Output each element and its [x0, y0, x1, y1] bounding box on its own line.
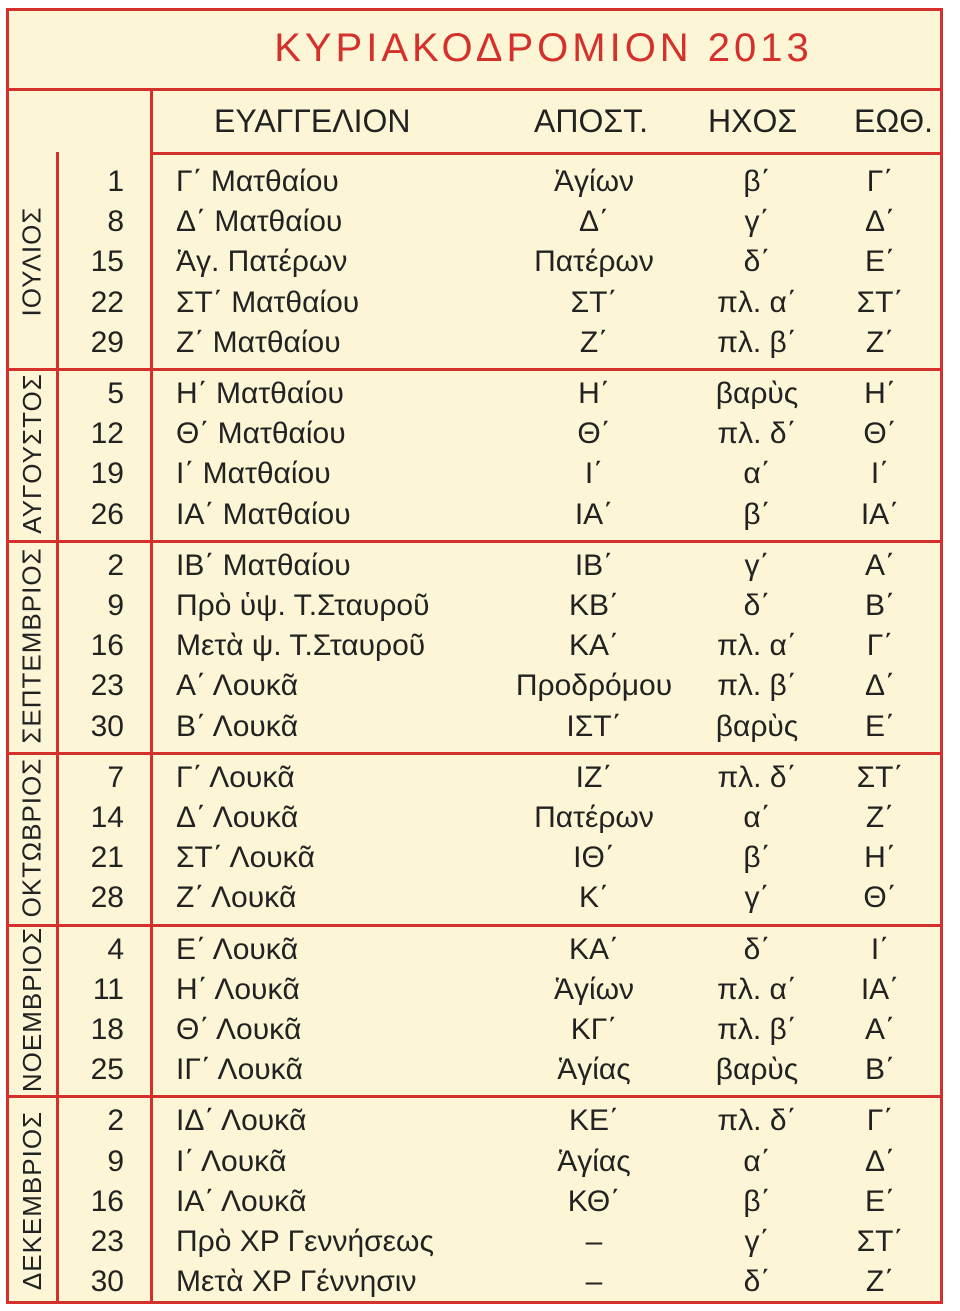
cell-day: 8 — [107, 205, 124, 239]
cell-gospel: Μετὰ ψ. Τ.Σταυροῦ — [176, 629, 426, 663]
cell-eothinon: Β΄ — [865, 589, 895, 622]
month-label: ΟΚΤΩΒΡΙΟΣ — [16, 757, 47, 917]
cell-gospel: ΙΓ΄ Λουκᾶ — [176, 1053, 304, 1087]
cell-echos: β΄ — [743, 1184, 771, 1218]
cell-apostle: Κ΄ — [579, 881, 609, 915]
cell-day: 30 — [90, 1265, 124, 1299]
cell-gospel: Θ΄ Λουκᾶ — [176, 1013, 302, 1046]
cell-day: 2 — [107, 1104, 124, 1138]
cell-eothinon: Γ΄ — [866, 1104, 894, 1138]
cell-apostle: Πατέρων — [534, 245, 654, 279]
cell-echos: πλ. α΄ — [717, 285, 797, 319]
cell-eothinon: Δ΄ — [864, 669, 896, 703]
cell-echos: πλ. α΄ — [717, 629, 797, 663]
header-echos: ΗΧΟΣ — [708, 103, 798, 139]
month-divider — [6, 540, 943, 543]
month-divider — [6, 924, 943, 927]
cell-echos: δ΄ — [743, 1265, 771, 1299]
cell-apostle: ΚΑ΄ — [568, 629, 619, 663]
cell-apostle: ΚΓ΄ — [570, 1013, 618, 1046]
cell-gospel: Ι΄ Λουκᾶ — [176, 1144, 287, 1178]
cell-echos: β΄ — [743, 497, 771, 531]
cell-echos: πλ. δ΄ — [717, 417, 797, 451]
cell-echos: β΄ — [743, 165, 771, 198]
cell-day: 9 — [107, 1144, 124, 1178]
cell-eothinon: Δ΄ — [864, 205, 896, 239]
page-title: ΚΥΡΙΑΚΟΔΡΟΜΙΟΝ 2013 — [274, 26, 813, 70]
cell-eothinon: ΣΤ΄ — [856, 1225, 904, 1258]
cell-day: 15 — [90, 245, 124, 279]
cell-echos: πλ. β΄ — [717, 325, 797, 359]
cell-day: 16 — [90, 629, 124, 663]
cell-eothinon: Ζ΄ — [865, 1265, 895, 1299]
cell-echos: γ΄ — [744, 1225, 770, 1258]
cell-day: 5 — [107, 377, 124, 410]
cell-eothinon: Η΄ — [864, 841, 896, 875]
cell-eothinon: Ζ΄ — [865, 801, 895, 834]
month-divider — [6, 368, 943, 371]
cell-day: 2 — [107, 548, 124, 582]
cell-apostle: ΣΤ΄ — [570, 285, 618, 319]
cell-gospel: ΙΑ΄ Λουκᾶ — [176, 1184, 307, 1218]
cell-eothinon: ΣΤ΄ — [856, 760, 904, 794]
cell-apostle: Ἁγίας — [557, 1144, 631, 1178]
cell-apostle: Ἁγίων — [553, 165, 635, 198]
cell-apostle: Η΄ — [578, 377, 610, 410]
cell-day: 22 — [90, 285, 124, 319]
cell-gospel: Η΄ Ματθαίου — [176, 377, 344, 410]
cell-echos: βαρὺς — [715, 709, 799, 743]
month-label: ΝΟΕΜΒΡΙΟΣ — [16, 926, 47, 1092]
cell-echos: β΄ — [743, 841, 771, 875]
cell-echos: βαρὺς — [715, 1053, 799, 1087]
month-label: ΣΕΠΤΕΜΒΡΙΟΣ — [16, 547, 47, 744]
cell-day: 19 — [90, 457, 124, 491]
cell-eothinon: Ε΄ — [865, 1184, 895, 1218]
cell-eothinon: Ε΄ — [865, 709, 895, 743]
cell-apostle: Προδρόμου — [515, 669, 673, 703]
cell-echos: βαρὺς — [715, 377, 799, 410]
cell-eothinon: Θ΄ — [863, 417, 897, 451]
cell-echos: δ΄ — [743, 245, 771, 279]
cell-day: 1 — [107, 165, 124, 198]
cell-apostle: – — [585, 1265, 603, 1299]
month-label: ΙΟΥΛΙΟΣ — [16, 206, 47, 317]
month-column-divider — [56, 152, 59, 1304]
cell-apostle: Ζ΄ — [579, 325, 609, 359]
cell-day: 11 — [92, 972, 124, 1006]
cell-echos: γ΄ — [744, 205, 770, 239]
cell-echos: α΄ — [743, 1144, 771, 1178]
cell-day: 23 — [90, 1225, 124, 1258]
cell-apostle: Ἁγίων — [553, 972, 635, 1006]
cell-echos: δ΄ — [743, 589, 771, 622]
cell-gospel: ΙΔ΄ Λουκᾶ — [176, 1104, 307, 1138]
cell-eothinon: ΙΑ΄ — [860, 497, 900, 531]
cell-day: 29 — [90, 325, 124, 359]
cell-eothinon: ΣΤ΄ — [856, 285, 904, 319]
cell-eothinon: Β΄ — [865, 1053, 895, 1087]
cell-day: 25 — [90, 1053, 124, 1087]
cell-echos: πλ. β΄ — [717, 669, 797, 703]
cell-echos: πλ. β΄ — [717, 1013, 797, 1046]
cell-gospel: Πρὸ ΧΡ Γεννήσεως — [176, 1225, 434, 1258]
cell-gospel: ΣΤ΄ Λουκᾶ — [176, 841, 316, 875]
cell-echos: γ΄ — [744, 548, 770, 582]
month-divider — [6, 752, 943, 755]
cell-gospel: Γ΄ Λουκᾶ — [176, 760, 295, 794]
cell-apostle: Θ΄ — [577, 417, 611, 451]
cell-gospel: Δ΄ Ματθαίου — [176, 205, 343, 239]
title-divider — [6, 88, 943, 91]
cell-gospel: ΙΒ΄ Ματθαίου — [176, 548, 351, 582]
cell-eothinon: ΙΑ΄ — [860, 972, 900, 1006]
cell-gospel: Θ΄ Ματθαίου — [176, 417, 346, 451]
cell-echos: α΄ — [743, 801, 771, 834]
cell-eothinon: Α΄ — [865, 548, 895, 582]
cell-gospel: ΣΤ΄ Ματθαίου — [176, 285, 360, 319]
cell-day: 18 — [90, 1013, 124, 1046]
cell-apostle: ΚΑ΄ — [568, 932, 619, 966]
cell-day: 14 — [90, 801, 124, 834]
cell-apostle: Ι΄ — [584, 457, 604, 491]
cell-eothinon: Γ΄ — [866, 629, 894, 663]
cell-gospel: Η΄ Λουκᾶ — [176, 972, 300, 1006]
cell-eothinon: Γ΄ — [866, 165, 894, 198]
cell-apostle: ΙΖ΄ — [575, 760, 613, 794]
cell-echos: πλ. δ΄ — [717, 760, 797, 794]
cell-day: 30 — [90, 709, 124, 743]
cell-apostle: Δ΄ — [578, 205, 610, 239]
cell-day: 12 — [90, 417, 124, 451]
cell-eothinon: Ζ΄ — [865, 325, 895, 359]
cell-gospel: Ε΄ Λουκᾶ — [176, 932, 299, 966]
day-column-divider — [150, 88, 153, 1304]
month-label: ΑΥΓΟΥΣΤΟΣ — [16, 373, 47, 534]
cell-apostle: ΙΒ΄ — [574, 548, 614, 582]
cell-echos: γ΄ — [744, 881, 770, 915]
cell-eothinon: Δ΄ — [864, 1144, 896, 1178]
cell-gospel: Α΄ Λουκᾶ — [176, 669, 299, 703]
cell-apostle: ΚΘ΄ — [567, 1184, 621, 1218]
cell-gospel: Μετὰ ΧΡ Γέννησιν — [176, 1265, 417, 1299]
cell-gospel: Ζ΄ Ματθαίου — [176, 325, 341, 359]
cell-gospel: Πρὸ ὑψ. Τ.Σταυροῦ — [176, 589, 430, 622]
cell-eothinon: Θ΄ — [863, 881, 897, 915]
cell-gospel: Β΄ Λουκᾶ — [176, 709, 299, 743]
cell-eothinon: Ε΄ — [865, 245, 895, 279]
cell-apostle: ΚΒ΄ — [568, 589, 619, 622]
cell-apostle: ΙΘ΄ — [573, 841, 615, 875]
cell-gospel: Ἁγ. Πατέρων — [176, 245, 348, 279]
cell-gospel: Δ΄ Λουκᾶ — [176, 801, 299, 834]
cell-gospel: Γ΄ Ματθαίου — [176, 165, 339, 198]
cell-apostle: ΚΕ΄ — [568, 1104, 619, 1138]
cell-eothinon: Α΄ — [865, 1013, 895, 1046]
cell-apostle: ΙΑ΄ — [574, 497, 614, 531]
cell-gospel: Ζ΄ Λουκᾶ — [176, 881, 297, 915]
header-eothinon: ΕΩΘ. — [854, 103, 934, 139]
cell-day: 23 — [90, 669, 124, 703]
cell-day: 16 — [90, 1184, 124, 1218]
cell-day: 26 — [90, 497, 124, 531]
header-gospel: ΕΥΑΓΓΕΛΙΟΝ — [214, 103, 411, 139]
cell-day: 28 — [90, 881, 124, 915]
cell-echos: πλ. δ΄ — [717, 1104, 797, 1138]
header-divider — [150, 152, 943, 155]
cell-echos: πλ. α΄ — [717, 972, 797, 1006]
cell-day: 21 — [90, 841, 124, 875]
cell-day: 7 — [107, 760, 124, 794]
header-apostle: ΑΠΟΣΤ. — [534, 103, 649, 139]
cell-eothinon: Ι΄ — [870, 457, 890, 491]
cell-eothinon: Ι΄ — [870, 932, 890, 966]
cell-apostle: Πατέρων — [534, 801, 654, 834]
cell-apostle: ΙΣΤ΄ — [566, 709, 622, 743]
cell-day: 4 — [107, 932, 124, 966]
cell-apostle: – — [585, 1225, 603, 1258]
cell-apostle: Ἁγίας — [557, 1053, 631, 1087]
cell-gospel: ΙΑ΄ Ματθαίου — [176, 497, 351, 531]
month-divider — [6, 1095, 943, 1098]
cell-echos: α΄ — [743, 457, 771, 491]
cell-echos: δ΄ — [743, 932, 771, 966]
cell-day: 9 — [107, 589, 124, 622]
month-label: ΔΕΚΕΜΒΡΙΟΣ — [16, 1111, 47, 1291]
cell-gospel: Ι΄ Ματθαίου — [176, 457, 331, 491]
cell-eothinon: Η΄ — [864, 377, 896, 410]
